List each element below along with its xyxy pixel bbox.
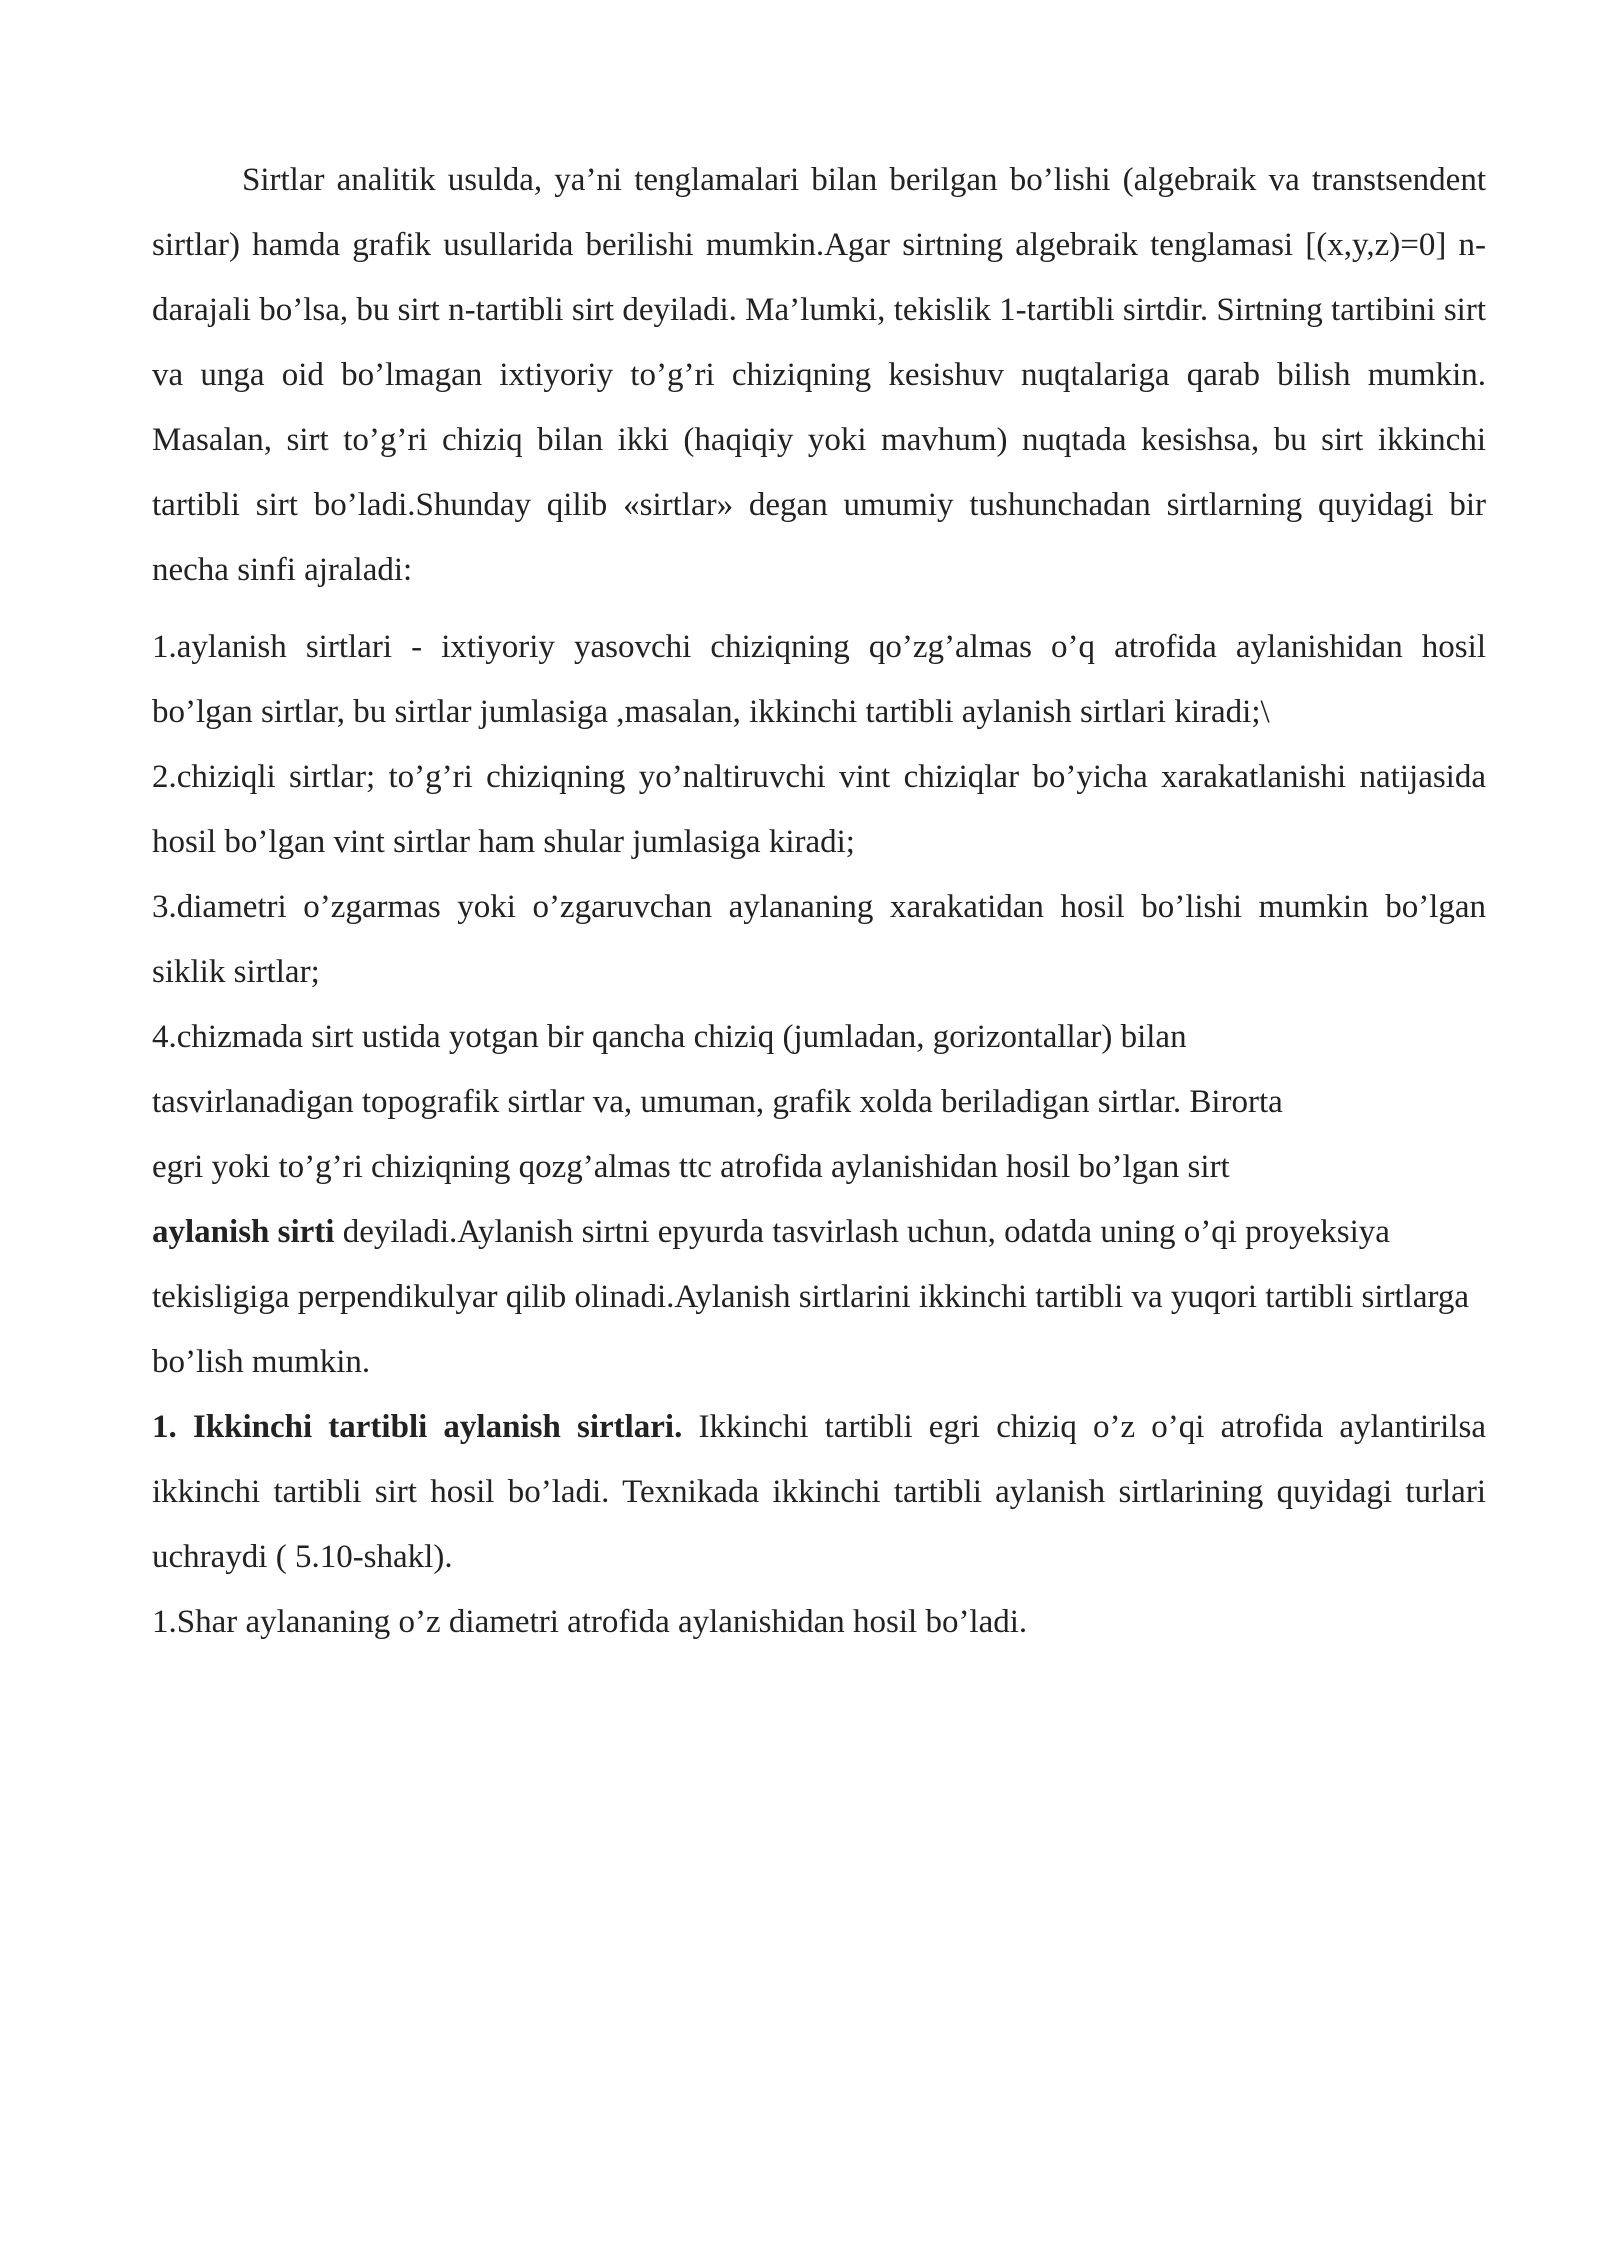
list-item-siklik-sirtlar: 3.diametri o’zgarmas yoki o’zgaruvchan aylananing xarakatidan hosil bo’lishi mumkin bo’lgan siklik sirtlar; (152, 889, 1486, 990)
list-item-topografik-sirtlar (152, 1005, 1486, 1395)
list-item-4-line-3: egri yoki to’g’ri chiziqning qozg’almas ttc atrofida aylanishidan hosil bo’lgan sirt (152, 1149, 1230, 1185)
section-heading: 1. Ikkinchi tartibli aylanish sirtlari. (152, 1409, 683, 1445)
section-text: Ikkinchi tartibli egri chiziq o’z o’qi atrofida aylantirilsa ikkinchi tartibli sirt hosil bo’ladi. Texnikada ikkinchi tartibli aylanish sirtlarining quyidagi turlari uchraydi ( 5.10-shakl). (152, 1409, 1486, 1575)
list-item-aylanish-sirtlari: 1.aylanish sirtlari - ixtiyoriy yasovchi chiziqning qo’zg’almas o’q atrofida aylanishidan hosil bo’lgan sirtlar, bu sirtlar jumlasiga ,masalan, ikkinchi tartibli aylanish sirtlari kiradi;\ (152, 629, 1486, 730)
document-body (152, 148, 1486, 1655)
list-item-4-line-2: tasvirlanadigan topografik sirtlar va, umuman, grafik xolda beriladigan sirtlar. Birorta (152, 1084, 1283, 1120)
last-line: 1.Shar aylananing o’z diametri atrofida aylanishidan hosil bo’ladi. (152, 1604, 1028, 1640)
list-item-4-rest: deyiladi.Aylanish sirtni epyurda tasvirlash uchun, odatda uning o’qi proyeksiya tekisligiga perpendikulyar qilib olinadi.Aylanish sirtlarini ikkinchi tartibli va yuqori tartibli sirtlarga bo’lish mumkin. (152, 1214, 1470, 1380)
term-aylanish-sirti: aylanish sirti (152, 1214, 335, 1250)
list-item-chiziqli-sirtlar: 2.chiziqli sirtlar; to’g’ri chiziqning yo’naltiruvchi vint chiziqlar bo’yicha xarakatlanishi natijasida hosil bo’lgan vint sirtlar ham shular jumlasiga kiradi; (152, 759, 1486, 860)
list-item-4-line-1: 4.chizmada sirt ustida yotgan bir qancha chiziq (jumladan, gorizontallar) bilan (152, 1019, 1187, 1055)
section-paragraph (152, 1395, 1486, 1590)
intro-paragraph: Sirtlar analitik usulda, ya’ni tenglamalari bilan berilgan bo’lishi (algebraik va transtsendent sirtlar) hamda grafik usullarida berilishi mumkin.Agar sirtning algebraik tenglamasi [(x,y,z)=0] n-darajali bo’lsa, bu sirt n-tartibli sirt deyiladi. Ma’lumki, tekislik 1-tartibli sirtdir. Sirtning tartibini sirt va unga oid bo’lmagan ixtiyoriy to’g’ri chiziqning kesishuv nuqtalariga qarab bilish mumkin. Masalan, sirt to’g’ri chiziq bilan ikki (haqiqiy yoki mavhum) nuqtada kesishsa, bu sirt ikkinchi tartibli sirt bo’ladi.Shunday qilib «sirtlar» degan umumiy tushunchadan sirtlarning quyidagi bir necha sinfi ajraladi: (152, 162, 1486, 588)
